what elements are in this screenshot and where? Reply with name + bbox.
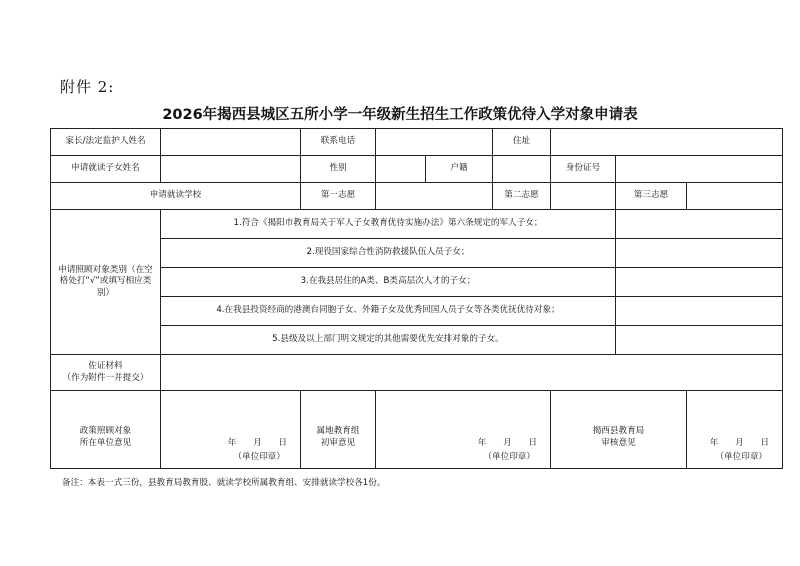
category-option-1: 1.符合《揭阳市教育局关于军人子女教育优待实施办法》第六条规定的军人子女； <box>161 210 616 239</box>
category-label: 申请照顾对象类别（在空格处打“√”或填写相应类别） <box>51 210 161 355</box>
form-note: 备注：本表一式三份，县教育局教育股、就读学校所属教育组、安排就读学校各1份。 <box>62 478 386 488</box>
choice3-field[interactable] <box>687 183 783 210</box>
local-opinion-label: 属地教育组 初审意见 <box>301 391 376 469</box>
phone-label: 联系电话 <box>301 129 376 156</box>
child-row <box>51 156 783 183</box>
guardian-row <box>51 129 783 156</box>
county-opinion-field[interactable] <box>687 391 783 469</box>
local-seal-text: （单位印章） <box>483 451 535 462</box>
choice2-label: 第二志愿 <box>493 183 551 210</box>
gender-field[interactable] <box>376 156 426 183</box>
choice2-field[interactable] <box>551 183 616 210</box>
address-field[interactable] <box>551 129 783 156</box>
unit-date-text: 年 月 日 <box>227 437 287 448</box>
category-check-2[interactable] <box>616 239 783 268</box>
guardian-name-label: 家长/法定监护人姓名 <box>51 129 161 156</box>
category-row-3 <box>51 268 783 297</box>
unit-seal-text: （单位印章） <box>233 451 285 462</box>
address-label: 住址 <box>493 129 551 156</box>
application-form-table <box>50 128 783 469</box>
evidence-row <box>51 355 783 391</box>
county-opinion-label: 揭西县教育局 审核意见 <box>551 391 687 469</box>
category-check-4[interactable] <box>616 297 783 326</box>
choice1-label: 第一志愿 <box>301 183 376 210</box>
approvals-row <box>51 391 783 469</box>
unit-opinion-label: 政策照顾对象 所在单位意见 <box>51 391 161 469</box>
id-field[interactable] <box>616 156 783 183</box>
category-check-1[interactable] <box>616 210 783 239</box>
category-row-5 <box>51 326 783 355</box>
school-label: 申请就读学校 <box>51 183 301 210</box>
child-name-field[interactable] <box>161 156 301 183</box>
county-seal-text: （单位印章） <box>715 451 768 462</box>
gender-label: 性别 <box>301 156 376 183</box>
unit-opinion-field[interactable] <box>161 391 301 469</box>
category-option-3: 3.在我县居住的A类、B类高层次人才的子女； <box>161 268 616 297</box>
category-row-4 <box>51 297 783 326</box>
category-option-2: 2.现役国家综合性消防救援队伍人员子女； <box>161 239 616 268</box>
category-check-3[interactable] <box>616 268 783 297</box>
household-label: 户籍 <box>426 156 493 183</box>
choice1-field[interactable] <box>376 183 493 210</box>
evidence-field[interactable] <box>161 355 783 391</box>
category-option-5: 5.县级及以上部门明文规定的其他需要优先安排对象的子女。 <box>161 326 616 355</box>
category-option-4: 4.在我县投资经商的港澳台同胞子女、外籍子女及优秀回国人员子女等各类优抚优待对象； <box>161 297 616 326</box>
id-label: 身份证号 <box>551 156 616 183</box>
school-row <box>51 183 783 210</box>
local-opinion-field[interactable] <box>376 391 551 469</box>
phone-field[interactable] <box>376 129 493 156</box>
local-date-text: 年 月 日 <box>477 437 537 448</box>
form-title: 2026年揭西县城区五所小学一年级新生招生工作政策优待入学对象申请表 <box>162 107 638 123</box>
choice3-label: 第三志愿 <box>616 183 687 210</box>
evidence-label: 佐证材料 （作为附件一并提交） <box>51 355 161 391</box>
county-date-text: 年 月 日 <box>709 437 770 448</box>
child-name-label: 申请就读子女姓名 <box>51 156 161 183</box>
category-check-5[interactable] <box>616 326 783 355</box>
category-row-1 <box>51 210 783 239</box>
category-row-2 <box>51 239 783 268</box>
household-field[interactable] <box>493 156 551 183</box>
attachment-label: 附件 2: <box>60 78 115 96</box>
guardian-name-field[interactable] <box>161 129 301 156</box>
